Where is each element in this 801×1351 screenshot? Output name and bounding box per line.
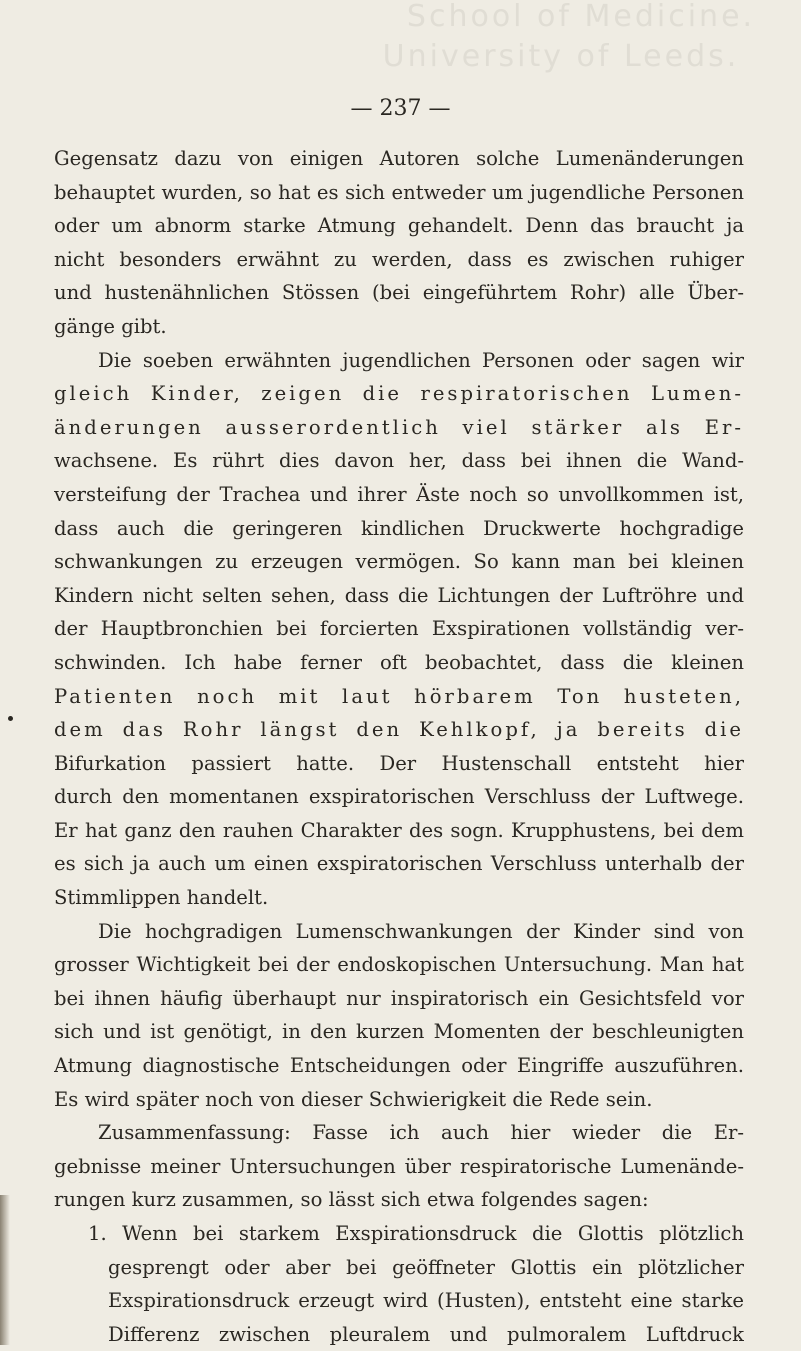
text-line: Kindern nicht selten sehen, dass die Lichtungen der Luftröhre und xyxy=(54,583,744,607)
list-item-line: Exspirationsdruck erzeugt wird (Husten), entsteht eine starke xyxy=(108,1289,744,1313)
text-line: dem das Rohr längst den Kehlkopf, ja bereits die xyxy=(54,718,744,742)
text-line: Patienten noch mit laut hörbarem Ton husteten, xyxy=(54,684,744,708)
text-line: nicht besonders erwähnt zu werden, dass es zwischen ruhiger xyxy=(54,247,744,271)
text-line: versteifung der Trachea und ihrer Äste noch so unvollkommen ist, xyxy=(54,482,744,506)
text-line: Es wird später noch von dieser Schwierigkeit die Rede sein. xyxy=(54,1087,653,1111)
text-line: rungen kurz zusammen, so lässt sich etwa folgendes sagen: xyxy=(54,1188,649,1212)
text-line: änderungen ausserordentlich viel stärker als Er- xyxy=(54,415,744,439)
text-line: Er hat ganz den rauhen Charakter des sogn. Krupphustens, bei dem xyxy=(54,818,744,842)
list-item-line: Differenz zwischen pleuralem und pulmoralem Luftdruck xyxy=(108,1322,744,1346)
text-line: Atmung diagnostische Entscheidungen oder Eingriffe auszuführen. xyxy=(54,1054,744,1078)
text-line: Zusammenfassung: Fasse ich auch hier wieder die Er- xyxy=(98,1121,744,1145)
text-line: Bifurkation passiert hatte. Der Hustenschall entsteht hier xyxy=(54,751,744,775)
library-stamp-line-1: School of Medicine. xyxy=(406,0,756,34)
text-line: durch den momentanen exspiratorischen Verschluss der Luftwege. xyxy=(54,785,744,809)
library-stamp-line-2: University of Leeds. xyxy=(382,39,740,74)
text-line: der Hauptbronchien bei forcierten Exspirationen vollständig ver- xyxy=(54,617,744,641)
text-line: gebnisse meiner Untersuchungen über respiratorische Lumenände- xyxy=(54,1154,744,1178)
page-number: — 237 — xyxy=(350,96,451,121)
text-line: oder um abnorm starke Atmung gehandelt. Denn das braucht ja xyxy=(54,214,744,238)
text-line: schwankungen zu erzeugen vermögen. So kann man bei kleinen xyxy=(54,550,744,574)
text-line: behauptet wurden, so hat es sich entweder um jugendliche Personen xyxy=(54,180,744,204)
list-item-line: gesprengt oder aber bei geöffneter Glottis ein plötzlicher xyxy=(108,1255,744,1279)
text-line: Gegensatz dazu von einigen Autoren solche Lumenänderungen xyxy=(54,147,744,170)
text-line: gleich Kinder, zeigen die respiratorischen Lumen- xyxy=(54,382,744,406)
text-line: schwinden. Ich habe ferner oft beobachtet, dass die kleinen xyxy=(54,650,744,674)
text-line: grosser Wichtigkeit bei der endoskopischen Untersuchung. Man hat xyxy=(54,953,744,977)
body-text xyxy=(54,142,744,1351)
text-line: dass auch die geringeren kindlichen Druckwerte hochgradige xyxy=(54,516,744,540)
text-line: bei ihnen häufig überhaupt nur inspiratorisch ein Gesichtsfeld vor xyxy=(54,986,744,1010)
page-binding-edge xyxy=(0,1195,10,1345)
text-line: sich und ist genötigt, in den kurzen Momenten der beschleunigten xyxy=(54,1020,744,1044)
text-line: es sich ja auch um einen exspiratorischen Verschluss unterhalb der xyxy=(54,852,744,876)
text-line: und hustenähnlichen Stössen (bei eingeführtem Rohr) alle Über- xyxy=(54,281,744,305)
text-line: Die soeben erwähnten jugendlichen Personen oder sagen wir xyxy=(98,348,744,372)
text-line: wachsene. Es rührt dies davon her, dass bei ihnen die Wand- xyxy=(54,449,744,473)
text-line: gänge gibt. xyxy=(54,314,167,338)
list-item-line: 1. Wenn bei starkem Exspirationsdruck die Glottis plötzlich xyxy=(88,1222,744,1245)
text-line: Die hochgradigen Lumenschwankungen der Kinder sind von xyxy=(98,919,744,943)
text-line: Stimmlippen handelt. xyxy=(54,886,269,910)
margin-mark xyxy=(8,716,13,721)
